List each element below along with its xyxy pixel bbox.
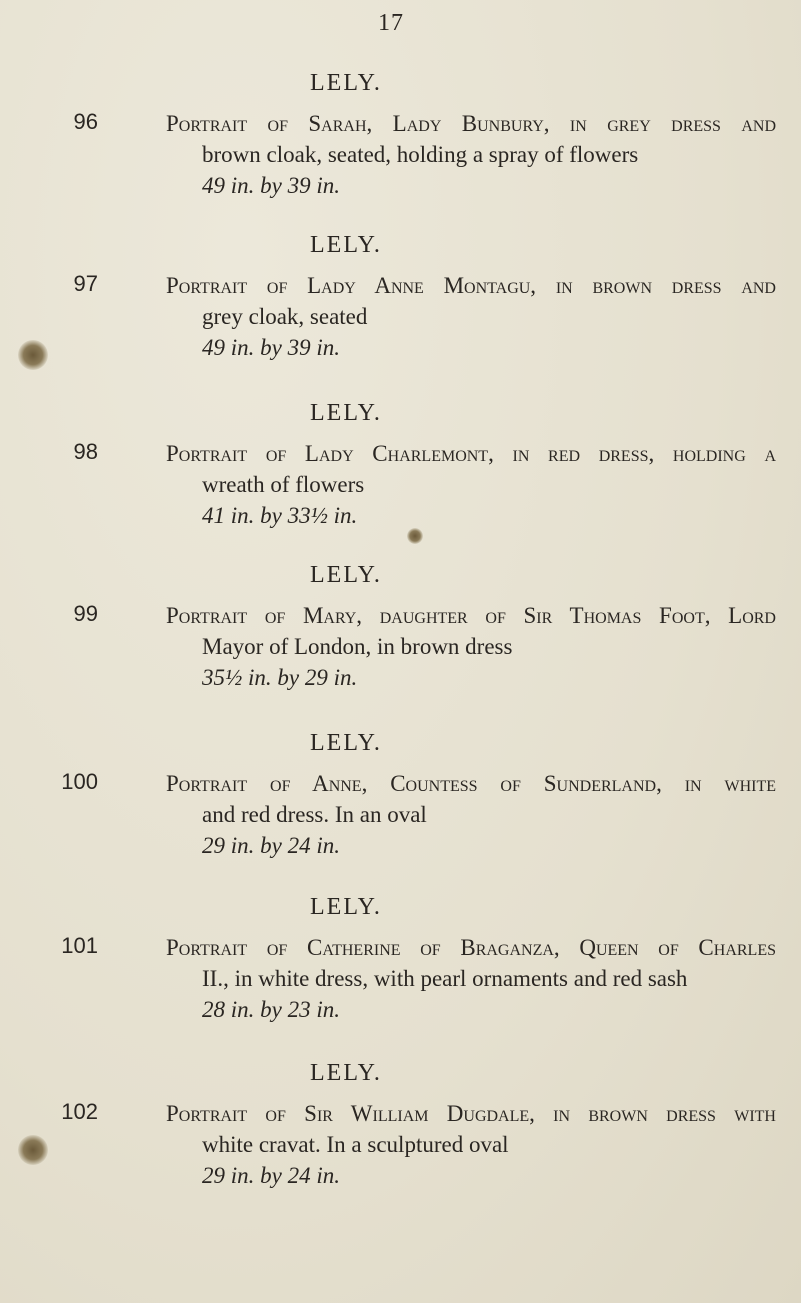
description-first-line: Portrait of Catherine of Braganza, Queen of Charles: [166, 935, 776, 960]
description-first-line: Portrait of Sir William Dugdale, in brown dress with: [166, 1101, 776, 1126]
lot-number: 100: [61, 769, 98, 794]
dimensions: 29 in. by 24 in.: [202, 1163, 340, 1188]
artist-heading: LELY.: [310, 730, 382, 756]
dimensions: 49 in. by 39 in.: [202, 173, 340, 198]
description-continuation: Mayor of London, in brown dress: [202, 634, 513, 659]
lot-number: 102: [61, 1099, 98, 1124]
lot-number: 97: [73, 271, 98, 296]
lot-description: [166, 270, 776, 363]
description-first-line: Portrait of Anne, Countess of Sunderland, in white: [166, 771, 776, 796]
lot-number: 101: [61, 933, 98, 958]
artist-heading: LELY.: [310, 400, 382, 426]
page-number: 17: [378, 10, 404, 36]
description-first-line: Portrait of Lady Anne Montagu, in brown dress and: [166, 273, 776, 298]
lot-description: [166, 768, 776, 861]
dimensions: 35½ in. by 29 in.: [202, 665, 358, 690]
lot-description: [166, 932, 776, 1025]
description-first-line: Portrait of Sarah, Lady Bunbury, in grey dress and: [166, 111, 776, 136]
dimensions: 41 in. by 33½ in.: [202, 503, 358, 528]
dimensions: 29 in. by 24 in.: [202, 833, 340, 858]
artist-heading: LELY.: [310, 70, 382, 96]
description-first-line: Portrait of Mary, daughter of Sir Thomas Foot, Lord: [166, 603, 776, 628]
dimensions: 49 in. by 39 in.: [202, 335, 340, 360]
description-first-line: Portrait of Lady Charlemont, in red dress, holding a: [166, 441, 776, 466]
description-continuation: white cravat. In a sculptured oval: [202, 1132, 509, 1157]
description-continuation: wreath of flowers: [202, 472, 365, 497]
description-continuation: II., in white dress, with pearl ornaments and red sash: [202, 966, 688, 991]
description-continuation: brown cloak, seated, holding a spray of flowers: [202, 142, 639, 167]
lot-number: 98: [73, 439, 98, 464]
description-continuation: and red dress. In an oval: [202, 802, 427, 827]
lot-description: [166, 108, 776, 201]
artist-heading: LELY.: [310, 1060, 382, 1086]
lot-description: [166, 1098, 776, 1191]
artist-heading: LELY.: [310, 894, 382, 920]
lot-description: [166, 600, 776, 693]
lot-number: 99: [73, 601, 98, 626]
lot-number: 96: [73, 109, 98, 134]
lot-description: [166, 438, 776, 531]
artist-heading: LELY.: [310, 232, 382, 258]
ink-blot: [18, 340, 48, 370]
artist-heading: LELY.: [310, 562, 382, 588]
description-continuation: grey cloak, seated: [202, 304, 368, 329]
dimensions: 28 in. by 23 in.: [202, 997, 340, 1022]
ink-blot: [18, 1135, 48, 1165]
